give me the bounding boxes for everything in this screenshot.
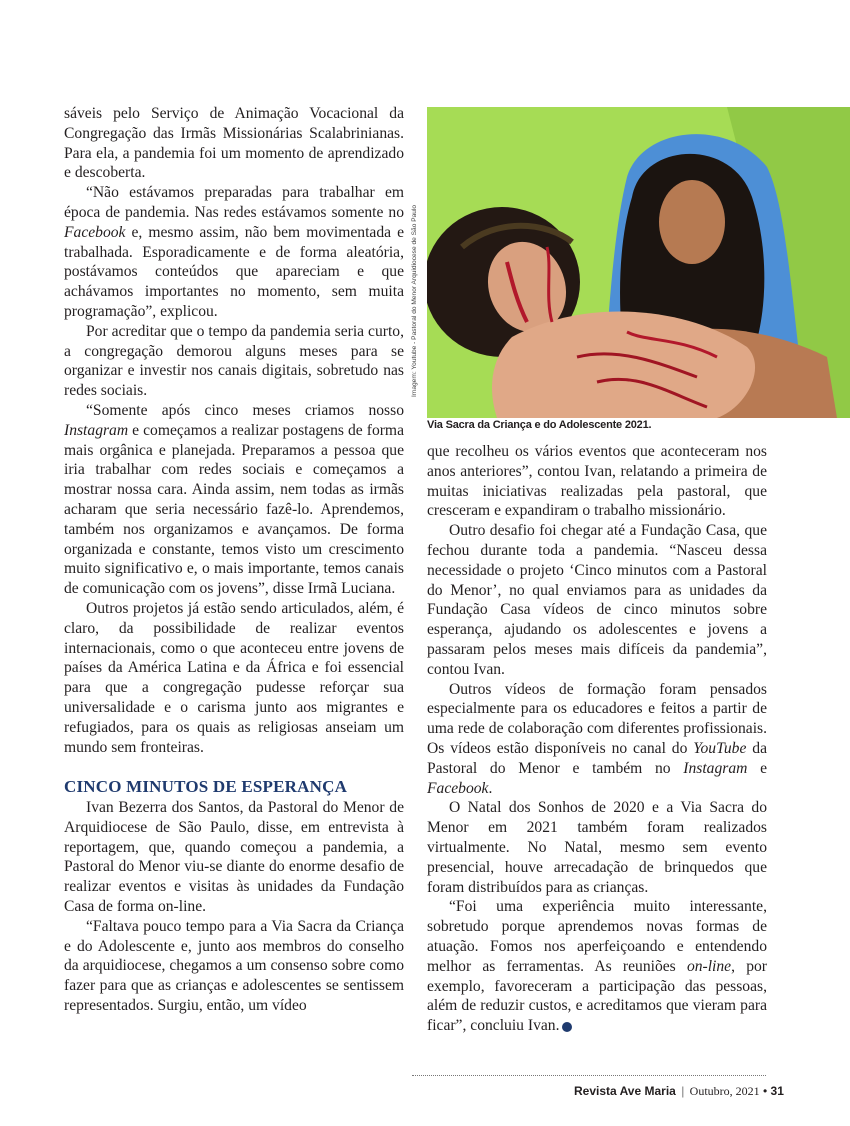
text-run: e começamos a realizar postagens de forma mais orgânica e planejada. Preparamos a pessoa que iria trabalhar com redes sociais e começamos a mostrar nossa cara. Ainda assim, nem todas as irmãs acharam que seria necessário fazê-lo. Aprendemos, também nos organizamos e avançamos. De forma organizada e constante, temos visto um crescimento muito significativo e, o mais importante, temos canais de comunicação com os jovens”, disse Irmã Luciana. xyxy=(64,421,404,598)
emphasis: Facebook xyxy=(64,223,126,241)
emphasis: Instagram xyxy=(683,759,748,777)
right-column xyxy=(427,442,767,1036)
paragraph: sáveis pelo Serviço de Animação Vocacional da Congregação das Irmãs Missionárias Scalabrinianas. Para ela, a pandemia foi um momento de aprendizado e descoberta. xyxy=(64,105,404,182)
footer-separator: | xyxy=(681,1084,685,1098)
text-run: e xyxy=(747,759,767,777)
paragraph: O Natal dos Sonhos de 2020 e a Via Sacra do Menor em 2021 também foram realizados virtualmente. No Natal, mesmo sem evento presencial, houve arrecadação de brinquedos que foram distribuídos para as crianças. xyxy=(427,799,767,896)
page-footer xyxy=(574,1084,784,1099)
paragraph: “Faltava pouco tempo para a Via Sacra da Criança e do Adolescente e, junto aos membros do conselho da arquidiocese, chegamos a um consenso sobre como fazer para que as crianças e adolescentes se sentissem representados. Surgiu, então, um vídeo xyxy=(64,917,404,1015)
footer-rule xyxy=(412,1075,766,1076)
text-run: da Pastoral do Menor e também no xyxy=(427,739,767,777)
paragraph xyxy=(64,401,404,599)
paragraph xyxy=(427,680,767,799)
magazine-name: Revista Ave Maria xyxy=(574,1084,676,1098)
text-run: “Foi uma experiência muito interessante, sobretudo porque aprendemos novas formas de atuação. Fomos nos aperfeiçoando e entendendo melhor as ferramentas. As reuniões xyxy=(427,898,767,975)
text-run: “Não estávamos preparadas para trabalhar em época de pandemia. Nas redes estávamos somente no xyxy=(64,184,404,221)
photo-illustration xyxy=(427,107,850,418)
end-mark-icon xyxy=(562,1022,572,1032)
paragraph: Ivan Bezerra dos Santos, da Pastoral do Menor de Arquidiocese de São Paulo, disse, em entrevista à reportagem, que, quando começou a pandemia, a Pastoral do Menor viu-se diante do enorme desafio de realizar eventos e visitas às unidades da Fundação Casa de forma on-line. xyxy=(64,799,404,916)
emphasis: on-line xyxy=(686,957,732,975)
left-column xyxy=(64,104,404,1016)
paragraph: Por acreditar que o tempo da pandemia seria curto, a congregação demorou alguns meses para se organizar e investir nos canais digitais, sobretudo nas redes sociais. xyxy=(64,322,404,400)
text-run: Outros vídeos de formação foram pensados especialmente para os educadores e feitos a partir de uma rede de colaboração com diferentes profissionais. Os vídeos estão disponíveis no canal do xyxy=(427,680,767,757)
section-heading: CINCO MINUTOS DE ESPERANÇA xyxy=(64,777,348,797)
photo-credit-text: Imagem: Youtube - Pastoral do Menor Arquidiocese de São Paulo xyxy=(411,204,418,397)
emphasis: Instagram xyxy=(64,421,129,439)
text-run: “Somente após cinco meses criamos nosso xyxy=(86,401,404,419)
footer-bullet: • xyxy=(763,1084,768,1098)
page-number: 31 xyxy=(770,1084,784,1098)
text-run: , por exemplo, favoreceram a participação das pessoas, além de reduzir custos, e acreditamos que vieram para ficar”, concluiu Ivan. xyxy=(427,957,767,1035)
article-photo xyxy=(427,107,850,418)
photo-credit xyxy=(411,204,425,397)
emphasis: YouTube xyxy=(693,739,747,757)
paragraph: Outro desafio foi chegar até a Fundação Casa, que fechou durante toda a pandemia. “Nasceu dessa necessidade o projeto ‘Cinco minutos com a Pastoral do Menor’, no qual enviamos para as unidades da Fundação Casa vídeos de cinco minutos sobre esperança, ajudando os adolescentes e jovens a passaram pelos meses mais difíceis da pandemia”, contou Ivan. xyxy=(427,522,767,678)
text-run: . xyxy=(488,779,493,797)
text-run: e, mesmo assim, não bem movimentada e trabalhada. Esporadicamente e de forma aleatória, postávamos conteúdos que apareciam e que achávamos importantes no momento, sem muita programação”, explicou. xyxy=(64,223,404,320)
issue-date: Outubro, 2021 xyxy=(689,1084,760,1098)
paragraph: Outros projetos já estão sendo articulados, além, é claro, da possibilidade de realizar eventos internacionais, como o que aconteceu entre jovens de países da América Latina e da África e foi essencial para que a congregação pudesse reforçar sua universalidade e o carisma junto aos migrantes e refugiados, para os quais as religiosas anseiam um mundo sem fronteiras. xyxy=(64,599,404,756)
emphasis: Facebook xyxy=(427,779,489,797)
paragraph xyxy=(64,183,404,322)
paragraph xyxy=(427,897,767,1036)
photo-caption: Via Sacra da Criança e do Adolescente 2021. xyxy=(427,419,652,431)
paragraph: que recolheu os vários eventos que aconteceram nos anos anteriores”, contou Ivan, relatando a primeira de muitas iniciativas realizadas pela pastoral, que cresceram e expandiram o trabalho missionário. xyxy=(427,443,767,520)
